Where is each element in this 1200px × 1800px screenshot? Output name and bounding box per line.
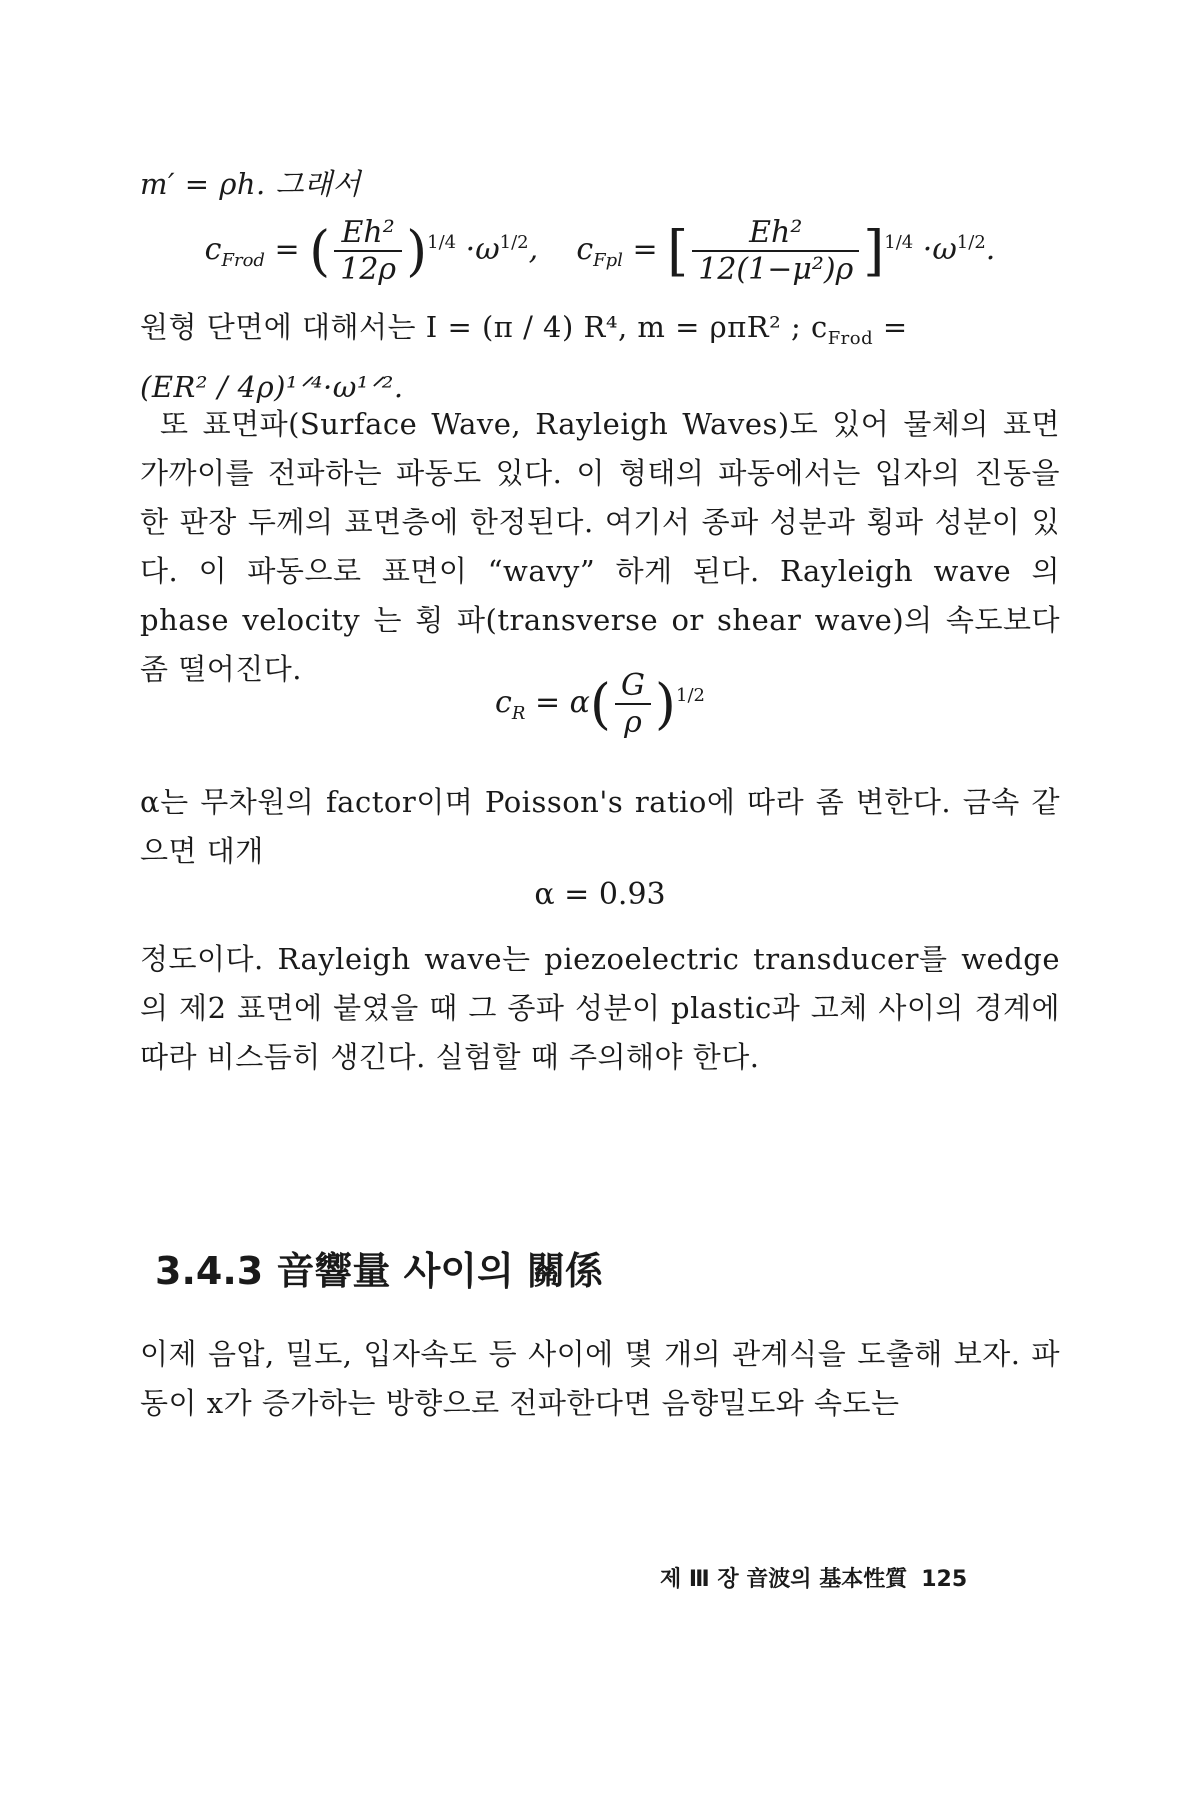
rod-numerator: Eh² <box>334 215 402 252</box>
c-plate-subscript: Fpl <box>593 250 623 271</box>
paragraph-rayleigh-transducer: 정도이다. Rayleigh wave는 piezoelectric transducer를 wedge의 제2 표면에 붙였을 때 그 종파 성분이 plastic과 고체 사이의 경계에 따라 비스듬히 생긴다. 실험할 때 주의해야 한다. <box>140 942 1060 1074</box>
omega-term-2: ·ω <box>922 232 957 267</box>
m-prime-line: m′ = ρh. 그래서 <box>140 167 362 201</box>
exponent-half-3: 1/2 <box>676 685 705 706</box>
paragraph-alpha-factor: α는 무차원의 factor이며 Poisson's ratio에 따라 좀 변한다. 금속 같으면 대개 <box>140 785 1060 868</box>
alpha-term: = α <box>534 685 590 720</box>
cr-symbol: c <box>495 685 512 720</box>
comma: , <box>528 232 539 267</box>
text-circular-section <box>140 303 1060 412</box>
chapter-title: 제 Ⅲ 장 音波의 基本性質 <box>660 1567 908 1592</box>
section-heading: 3.4.3 音響量 사이의 關係 <box>155 1249 604 1293</box>
c-rod-symbol: c <box>204 232 222 267</box>
g-over-rho-fraction <box>615 668 651 740</box>
period: . <box>985 232 996 267</box>
paragraph-acoustic-relations: 이제 음압, 밀도, 입자속도 등 사이에 몇 개의 관계식을 도출해 보자. 파동이 x가 증가하는 방향으로 전파한다면 음향밀도와 속도는 <box>140 1337 1060 1420</box>
equation-plate-speeds: $c_{Frod}$ = ( $\frac{\text{Eh²}}{12\rho}$ )$^{1/4} \cdot\omega^{1/2}$, $c_{Fpl}$ = [ $\frac{\text{Eh²}}{\text{12(1−μ²)ρ}}$ ]$^{1/4} \cdot\omega^{1/2}$. <box>204 215 996 287</box>
rho-denominator: ρ <box>624 705 642 740</box>
circular-section-formula: (ER² / 4ρ)¹ᐟ⁴·ω¹ᐟ². <box>140 369 404 404</box>
c-plate-symbol: c <box>576 232 594 267</box>
text-line-mprime <box>140 160 1060 209</box>
cr-subscript: R <box>511 703 526 724</box>
circular-section-line: 원형 단면에 대해서는 I = (π / 4) R⁴, m = ρπR² ; $c_{Frod}$ = <box>140 310 908 349</box>
rod-fraction <box>334 215 402 287</box>
equation-alpha-value: α = 0.93 <box>534 877 666 912</box>
equation-rayleigh-speed: $c_R = \alpha$( $\frac{G}{\rho}$ )$^{1/2}$ <box>495 668 705 740</box>
exponent-half: 1/2 <box>499 232 529 253</box>
paragraph-surface-wave: 또 표면파(Surface Wave, Rayleigh Waves)도 있어 물체의 표면 가까이를 전파하는 파동도 있다. 이 형태의 파동에서는 입자의 진동을 한 판장 두께의 표면층에 한정된다. 여기서 종파 성분과 횡파 성분이 있다. 이 파동으로 표면이 “wavy” 하게 된다. Rayleigh wave 의 phase velocity 는 횡 파(transverse or shear wave)의 속도보다 좀 떨어진다. <box>140 407 1060 686</box>
exponent-quarter: 1/4 <box>427 232 457 253</box>
exponent-quarter-2: 1/4 <box>884 232 914 253</box>
c-rod-subscript: Frod <box>221 250 265 271</box>
rod-denominator: 12ρ <box>340 252 397 287</box>
g-numerator: G <box>615 668 651 705</box>
exponent-half-2: 1/2 <box>956 232 986 253</box>
plate-denominator: 12(1−μ²)ρ <box>698 252 854 287</box>
page-number: 125 <box>921 1567 968 1592</box>
plate-fraction <box>692 215 859 287</box>
equals-sign-2: = <box>632 232 658 267</box>
equals-sign: = <box>274 232 300 267</box>
omega-term: ·ω <box>465 232 500 267</box>
page-footer <box>660 1562 967 1593</box>
plate-numerator: Eh² <box>692 215 859 252</box>
